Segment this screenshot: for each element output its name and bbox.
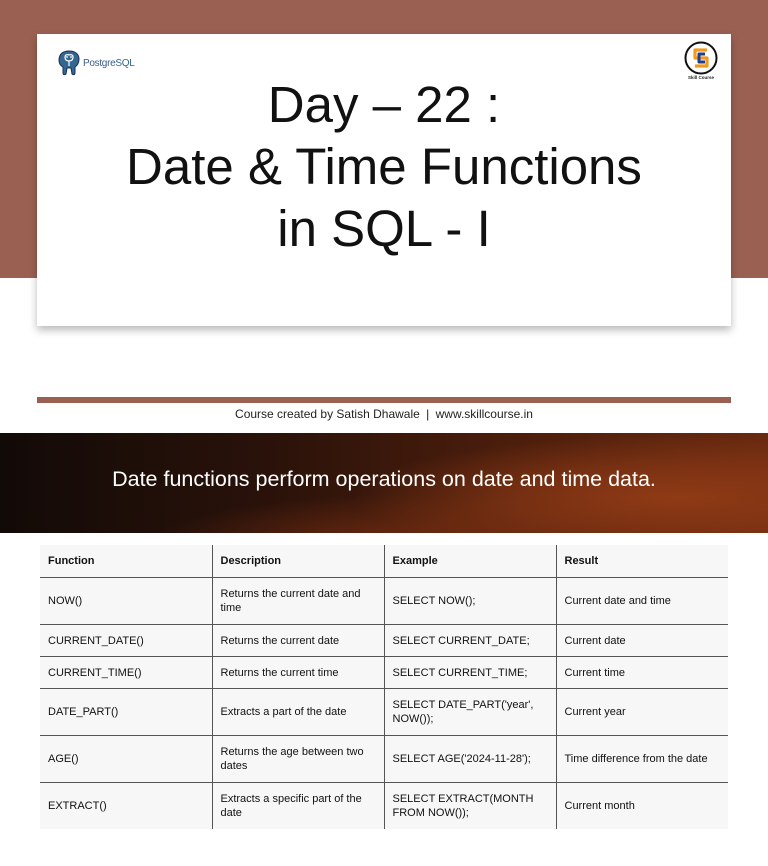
cell-description: Extracts a part of the date (212, 689, 384, 736)
header-result: Result (556, 545, 728, 578)
cell-result: Current date and time (556, 578, 728, 625)
postgresql-logo-text-a: Postgre (83, 57, 116, 69)
header-function: Function (40, 545, 212, 578)
postgresql-elephant-icon (57, 49, 81, 77)
cell-function: DATE_PART() (40, 689, 212, 736)
section-divider (37, 397, 731, 403)
cell-example: SELECT AGE('2024-11-28'); (384, 736, 556, 783)
title-line-2: Date & Time Functions (126, 138, 642, 195)
cell-example: SELECT CURRENT_TIME; (384, 657, 556, 689)
date-functions-table (40, 545, 728, 829)
cell-description: Returns the current date (212, 625, 384, 657)
table-header-row (40, 545, 728, 578)
cell-example: SELECT CURRENT_DATE; (384, 625, 556, 657)
credit-website-link[interactable]: www.skillcourse.in (435, 407, 533, 421)
skill-course-logo-icon (684, 41, 718, 75)
cell-result: Current time (556, 657, 728, 689)
postgresql-logo (57, 49, 135, 77)
cell-description: Returns the current date and time (212, 578, 384, 625)
table-row (40, 736, 728, 783)
intro-banner (0, 433, 768, 533)
cell-description: Extracts a specific part of the date (212, 783, 384, 830)
table-row (40, 625, 728, 657)
cell-result: Time difference from the date (556, 736, 728, 783)
table-row (40, 689, 728, 736)
cell-function: CURRENT_DATE() (40, 625, 212, 657)
cell-example: SELECT NOW(); (384, 578, 556, 625)
skillcourse-logo-text: Skill Course (687, 75, 714, 80)
cell-function: AGE() (40, 736, 212, 783)
cell-function: EXTRACT() (40, 783, 212, 830)
table-row (40, 657, 728, 689)
cell-result: Current year (556, 689, 728, 736)
banner-text: Date functions perform operations on date and time data. (112, 467, 656, 491)
cell-result: Current month (564, 800, 635, 812)
credit-separator: | (426, 407, 430, 421)
postgresql-logo-text-b: SQL (115, 57, 135, 69)
cell-example: SELECT EXTRACT(MONTH FROM NOW()); (384, 783, 556, 830)
credit-author: Course created by Satish Dhawale (235, 407, 420, 421)
page-title (37, 74, 731, 260)
cell-result: Current date (556, 625, 728, 657)
table-row (40, 783, 728, 830)
title-line-1: Day – 22 : (267, 76, 501, 133)
table-row (40, 578, 728, 625)
cell-description: Returns the current time (212, 657, 384, 689)
cell-function: CURRENT_TIME() (40, 657, 212, 689)
cell-description: Returns the age between two dates (212, 736, 384, 783)
course-credit (0, 407, 768, 421)
cell-example: SELECT DATE_PART('year', NOW()); (384, 689, 556, 736)
header-example: Example (384, 545, 556, 578)
cell-function: NOW() (40, 578, 212, 625)
title-card (37, 34, 731, 326)
title-line-3: in SQL - I (277, 200, 491, 257)
header-description: Description (212, 545, 384, 578)
